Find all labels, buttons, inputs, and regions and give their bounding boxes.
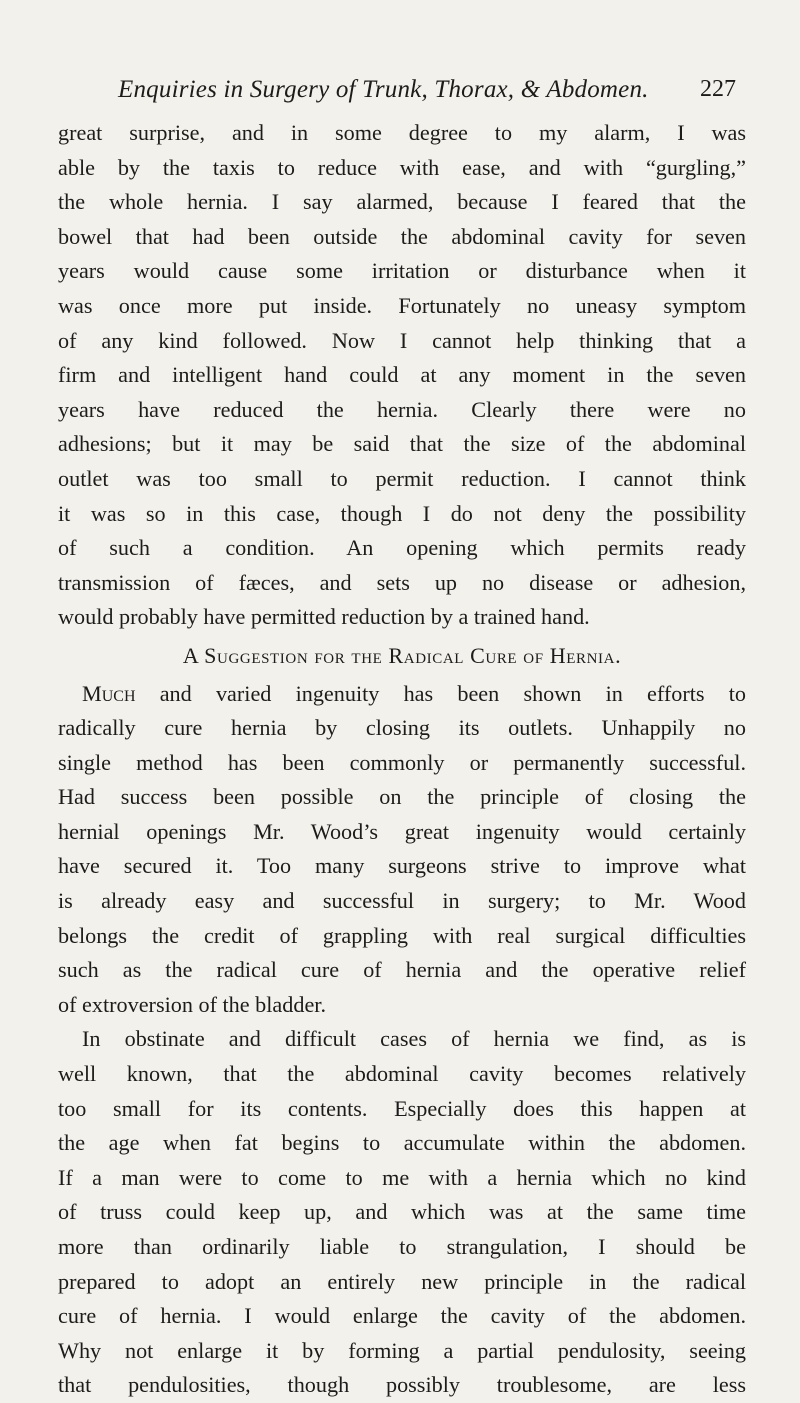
lead-word: Much (82, 680, 136, 706)
text-line: that pendulosities, though possibly troublesome, are less (58, 1372, 746, 1398)
text-line: have secured it. Too many surgeons strive to improve what (58, 853, 746, 879)
text-line: prepared to adopt an entirely new principle in the radical (58, 1268, 746, 1294)
text-line: was once more put inside. Fortunately no uneasy symptom (58, 292, 746, 318)
text-line: single method has been commonly or permanently successful. (58, 749, 746, 775)
running-head: Enquiries in Surgery of Trunk, Thorax, & Abdomen. (118, 76, 649, 103)
text-line: outlet was too small to permit reduction. I cannot think (58, 465, 746, 491)
text-line: able by the taxis to reduce with ease, and with “gurgling,” (58, 154, 746, 180)
paragraph-much (58, 677, 746, 1023)
text-line: firm and intelligent hand could at any moment in the seven (58, 362, 746, 388)
text-line: well known, that the abdominal cavity becomes relatively (58, 1061, 746, 1087)
text-line: radically cure hernia by closing its outlets. Unhappily no (58, 715, 746, 741)
text-line: it was so in this case, though I do not deny the possibility (58, 500, 746, 526)
text-line: of any kind followed. Now I cannot help thinking that a (58, 327, 746, 353)
text-line: belongs the credit of grappling with real surgical difficulties (58, 922, 746, 948)
text-line: bowel that had been outside the abdominal cavity for seven (58, 223, 746, 249)
text-line: great surprise, and in some degree to my alarm, I was (58, 120, 746, 145)
page-number: 227 (700, 76, 736, 102)
text-line: adhesions; but it may be said that the size of the abdominal (58, 431, 746, 457)
paragraph-continuation (58, 116, 746, 635)
text-line: hernial openings Mr. Wood’s great ingenuity would certainly (58, 818, 746, 844)
section-heading: A Suggestion for the Radical Cure of Hernia. (182, 642, 622, 668)
text-line (58, 677, 746, 712)
text-line: would probably have permitted reduction by a trained hand. (58, 604, 590, 630)
text-line: of extroversion of the bladder. (58, 991, 327, 1017)
text-line: is already easy and successful in surgery; to Mr. Wood (58, 888, 746, 914)
text-line: Had success been possible on the principle of closing the (58, 784, 746, 810)
text-line: cure of hernia. I would enlarge the cavity of the abdomen. (58, 1303, 746, 1329)
text-line: more than ordinarily liable to strangulation, I should be (58, 1234, 746, 1259)
page-body (58, 116, 746, 1403)
text-line: the whole hernia. I say alarmed, because I feared that the (58, 189, 746, 215)
text-line: the age when fat begins to accumulate within the abdomen. (58, 1130, 746, 1156)
lead-line-rest: and varied ingenuity has been shown in efforts to (135, 680, 746, 706)
text-line: In obstinate and difficult cases of hernia we find, as is (82, 1026, 746, 1052)
text-line: too small for its contents. Especially does this happen at (58, 1095, 746, 1121)
text-line: transmission of fæces, and sets up no disease or adhesion, (58, 569, 746, 595)
paragraph-obstinate (58, 1022, 746, 1403)
text-line: years have reduced the hernia. Clearly there were no (58, 396, 746, 422)
text-line: years would cause some irritation or disturbance when it (58, 258, 746, 284)
text-line: such as the radical cure of hernia and the operative relief (58, 957, 746, 983)
text-line: of truss could keep up, and which was at the same time (58, 1199, 746, 1225)
text-line: Why not enlarge it by forming a partial pendulosity, seeing (58, 1337, 746, 1363)
text-line: of such a condition. An opening which permits ready (58, 535, 746, 561)
text-line: If a man were to come to me with a hernia which no kind (58, 1164, 746, 1190)
